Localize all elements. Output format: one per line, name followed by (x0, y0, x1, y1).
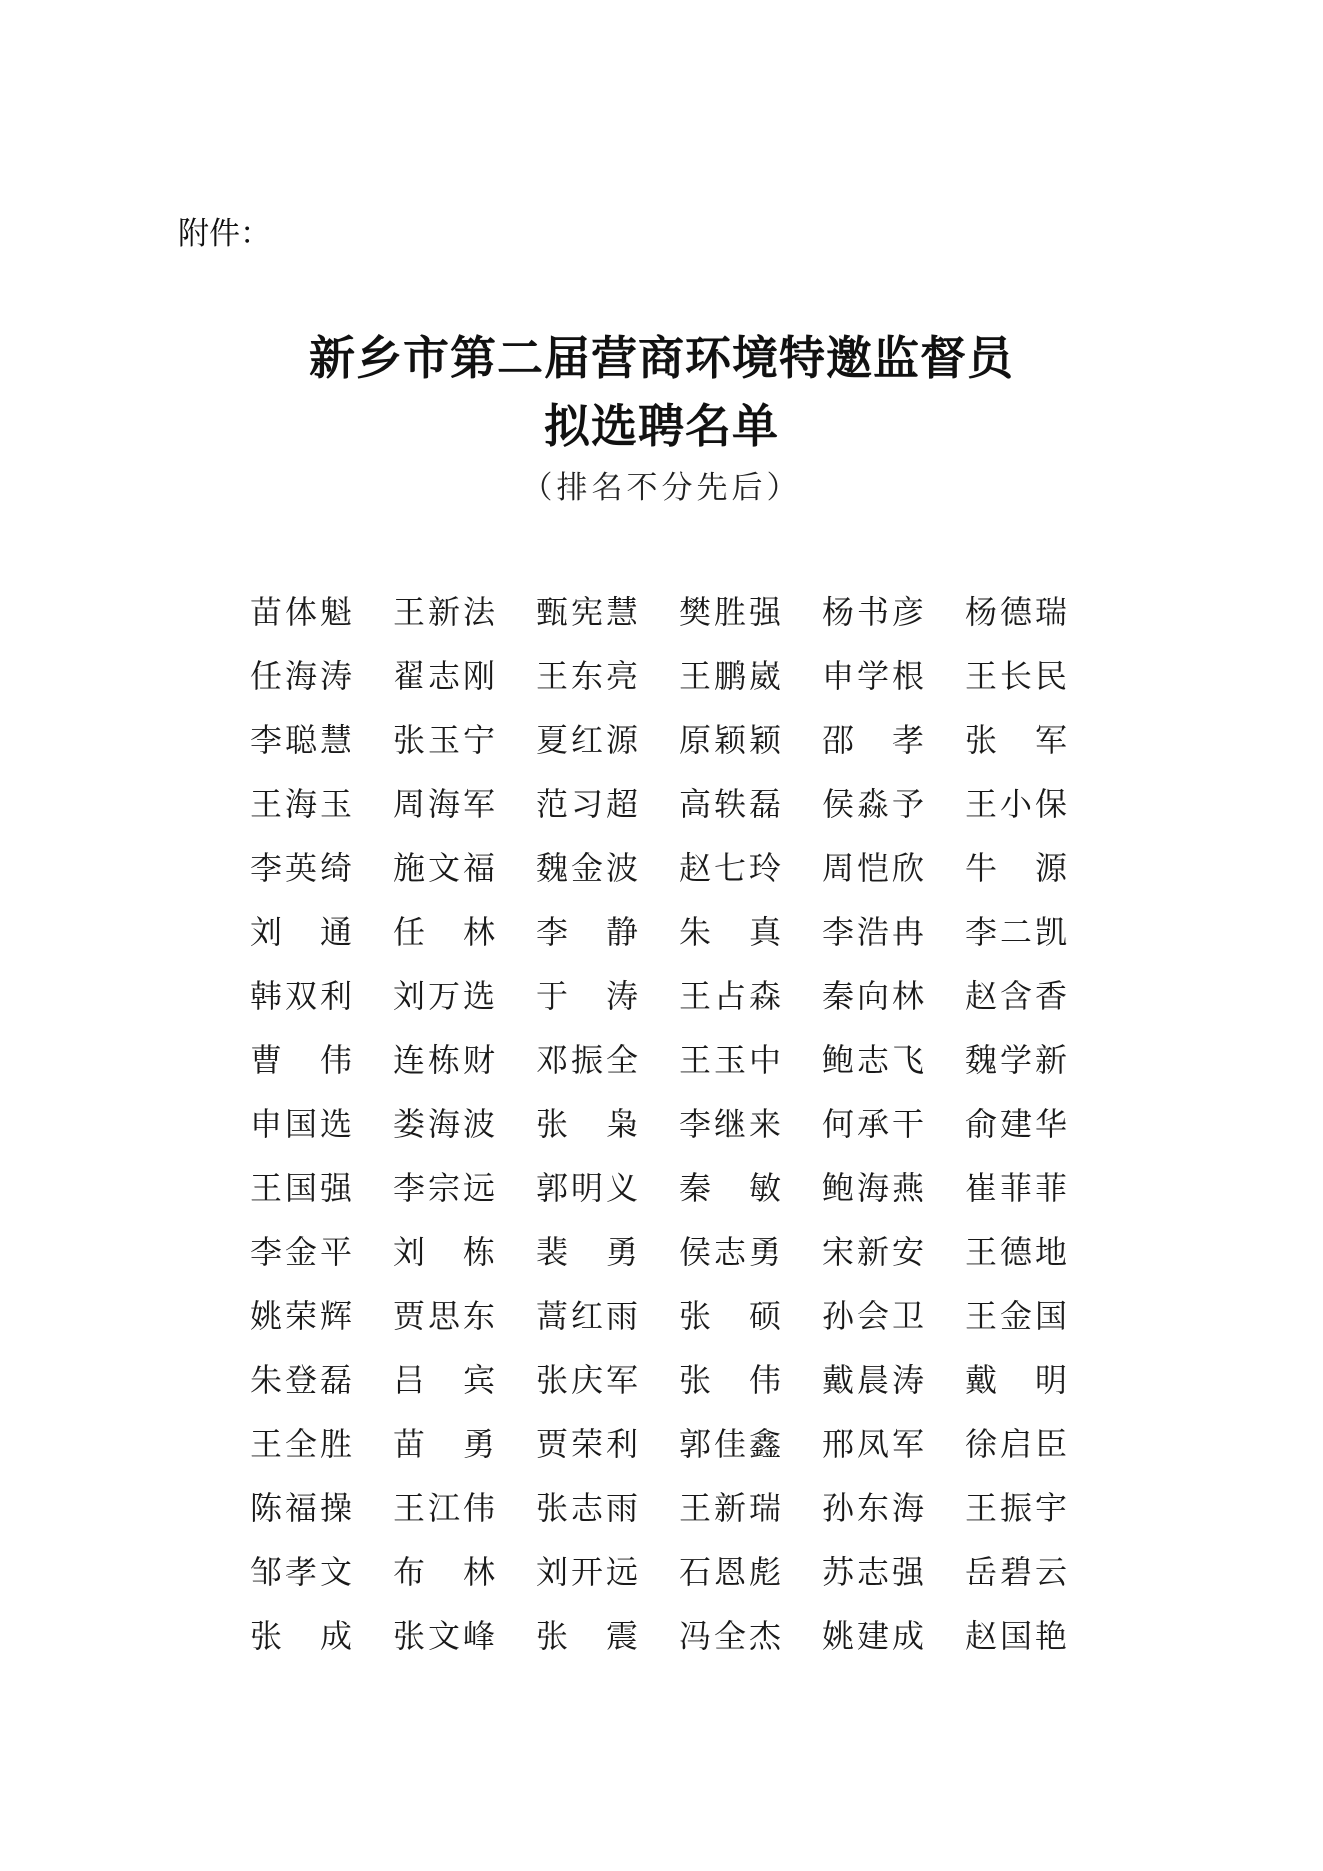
name-item: 刘 万 选 (393, 977, 495, 1015)
name-item: 徐 启 臣 (965, 1425, 1067, 1463)
name-item: 魏 学 新 (965, 1041, 1067, 1079)
name-item: 张 军 (965, 721, 1067, 759)
name-item: 石 恩 彪 (679, 1553, 781, 1591)
name-item: 赵 含 香 (965, 977, 1067, 1015)
name-item: 连 栋 财 (393, 1041, 495, 1079)
document-subtitle: （排名不分先后） (521, 470, 802, 506)
name-item: 杨 书 彦 (822, 593, 924, 631)
name-item: 李 二 凯 (965, 913, 1067, 951)
name-item: 何 承 干 (822, 1105, 924, 1143)
name-item: 张 伟 (679, 1361, 781, 1399)
name-item: 苏 志 强 (822, 1553, 924, 1591)
name-item: 李 聪 慧 (250, 721, 352, 759)
name-item: 侯 淼 予 (822, 785, 924, 823)
name-item: 俞 建 华 (965, 1105, 1067, 1143)
name-item: 李 金 平 (250, 1233, 352, 1271)
name-item: 邹 孝 文 (250, 1553, 352, 1591)
name-item: 王 鹏 崴 (679, 657, 781, 695)
name-item: 魏 金 波 (536, 849, 638, 887)
name-item: 宋 新 安 (822, 1233, 924, 1271)
name-item: 张 文 峰 (393, 1617, 495, 1655)
name-item: 岳 碧 云 (965, 1553, 1067, 1591)
name-item: 鲍 海 燕 (822, 1169, 924, 1207)
name-item: 牛 源 (965, 849, 1067, 887)
document-title-line2: 拟选聘名单 (544, 399, 779, 453)
document-title-line1: 新乡市第二届营商环境特邀监督员 (309, 331, 1014, 385)
name-item: 赵 国 艳 (965, 1617, 1067, 1655)
name-item: 刘 开 远 (536, 1553, 638, 1591)
name-item: 杨 德 瑞 (965, 593, 1067, 631)
name-item: 裴 勇 (536, 1233, 638, 1271)
name-item: 朱 登 磊 (250, 1361, 352, 1399)
name-item: 李 继 来 (679, 1105, 781, 1143)
name-item: 郭 佳 鑫 (679, 1425, 781, 1463)
name-item: 于 涛 (536, 977, 638, 1015)
name-item: 冯 全 杰 (679, 1617, 781, 1655)
name-item: 贾 荣 利 (536, 1425, 638, 1463)
name-item: 郭 明 义 (536, 1169, 638, 1207)
name-list (250, 580, 1108, 1668)
name-item: 范 习 超 (536, 785, 638, 823)
name-item: 原 颖 颖 (679, 721, 781, 759)
name-item: 周 恺 欣 (822, 849, 924, 887)
name-item: 姚 荣 辉 (250, 1297, 352, 1335)
name-item: 张 玉 宁 (393, 721, 495, 759)
name-item: 任 海 涛 (250, 657, 352, 695)
name-item: 樊 胜 强 (679, 593, 781, 631)
name-item: 苗 勇 (393, 1425, 495, 1463)
name-item: 张 庆 军 (536, 1361, 638, 1399)
name-item: 娄 海 波 (393, 1105, 495, 1143)
name-item: 王 海 玉 (250, 785, 352, 823)
name-item: 侯 志 勇 (679, 1233, 781, 1271)
name-item: 孙 东 海 (822, 1489, 924, 1527)
name-item: 韩 双 利 (250, 977, 352, 1015)
name-item: 戴 晨 涛 (822, 1361, 924, 1399)
name-item: 王 德 地 (965, 1233, 1067, 1271)
name-item: 陈 福 操 (250, 1489, 352, 1527)
name-item: 苗 体 魁 (250, 593, 352, 631)
name-item: 翟 志 刚 (393, 657, 495, 695)
name-item: 鲍 志 飞 (822, 1041, 924, 1079)
name-item: 张 志 雨 (536, 1489, 638, 1527)
name-item: 王 金 国 (965, 1297, 1067, 1335)
name-item: 王 全 胜 (250, 1425, 352, 1463)
name-item: 孙 会 卫 (822, 1297, 924, 1335)
name-item: 张 震 (536, 1617, 638, 1655)
name-item: 李 英 绮 (250, 849, 352, 887)
name-item: 任 林 (393, 913, 495, 951)
name-item: 秦 敏 (679, 1169, 781, 1207)
name-item: 高 轶 磊 (679, 785, 781, 823)
name-item: 崔 菲 菲 (965, 1169, 1067, 1207)
name-item: 王 国 强 (250, 1169, 352, 1207)
name-item: 张 枭 (536, 1105, 638, 1143)
name-item: 张 成 (250, 1617, 352, 1655)
name-item: 施 文 福 (393, 849, 495, 887)
name-item: 朱 真 (679, 913, 781, 951)
name-item: 甄 宪 慧 (536, 593, 638, 631)
name-item: 夏 红 源 (536, 721, 638, 759)
name-item: 姚 建 成 (822, 1617, 924, 1655)
name-item: 王 江 伟 (393, 1489, 495, 1527)
name-item: 申 学 根 (822, 657, 924, 695)
name-item: 李 静 (536, 913, 638, 951)
name-item: 邵 孝 (822, 721, 924, 759)
name-item: 布 林 (393, 1553, 495, 1591)
name-item: 曹 伟 (250, 1041, 352, 1079)
name-item: 赵 七 玲 (679, 849, 781, 887)
name-item: 李 宗 远 (393, 1169, 495, 1207)
name-item: 邢 凤 军 (822, 1425, 924, 1463)
name-item: 刘 通 (250, 913, 352, 951)
name-item: 刘 栋 (393, 1233, 495, 1271)
name-item: 王 小 保 (965, 785, 1067, 823)
name-item: 蒿 红 雨 (536, 1297, 638, 1335)
name-item: 王 新 瑞 (679, 1489, 781, 1527)
name-item: 戴 明 (965, 1361, 1067, 1399)
name-item: 王 长 民 (965, 657, 1067, 695)
name-item: 秦 向 林 (822, 977, 924, 1015)
name-item: 吕 宾 (393, 1361, 495, 1399)
name-item: 贾 思 东 (393, 1297, 495, 1335)
name-item: 王 玉 中 (679, 1041, 781, 1079)
name-item: 邓 振 全 (536, 1041, 638, 1079)
attachment-label: 附件： (178, 216, 271, 252)
name-item: 张 硕 (679, 1297, 781, 1335)
name-item: 王 新 法 (393, 593, 495, 631)
name-item: 申 国 选 (250, 1105, 352, 1143)
name-item: 王 东 亮 (536, 657, 638, 695)
name-item: 王 占 森 (679, 977, 781, 1015)
name-item: 王 振 宇 (965, 1489, 1067, 1527)
name-item: 李 浩 冉 (822, 913, 924, 951)
name-item: 周 海 军 (393, 785, 495, 823)
